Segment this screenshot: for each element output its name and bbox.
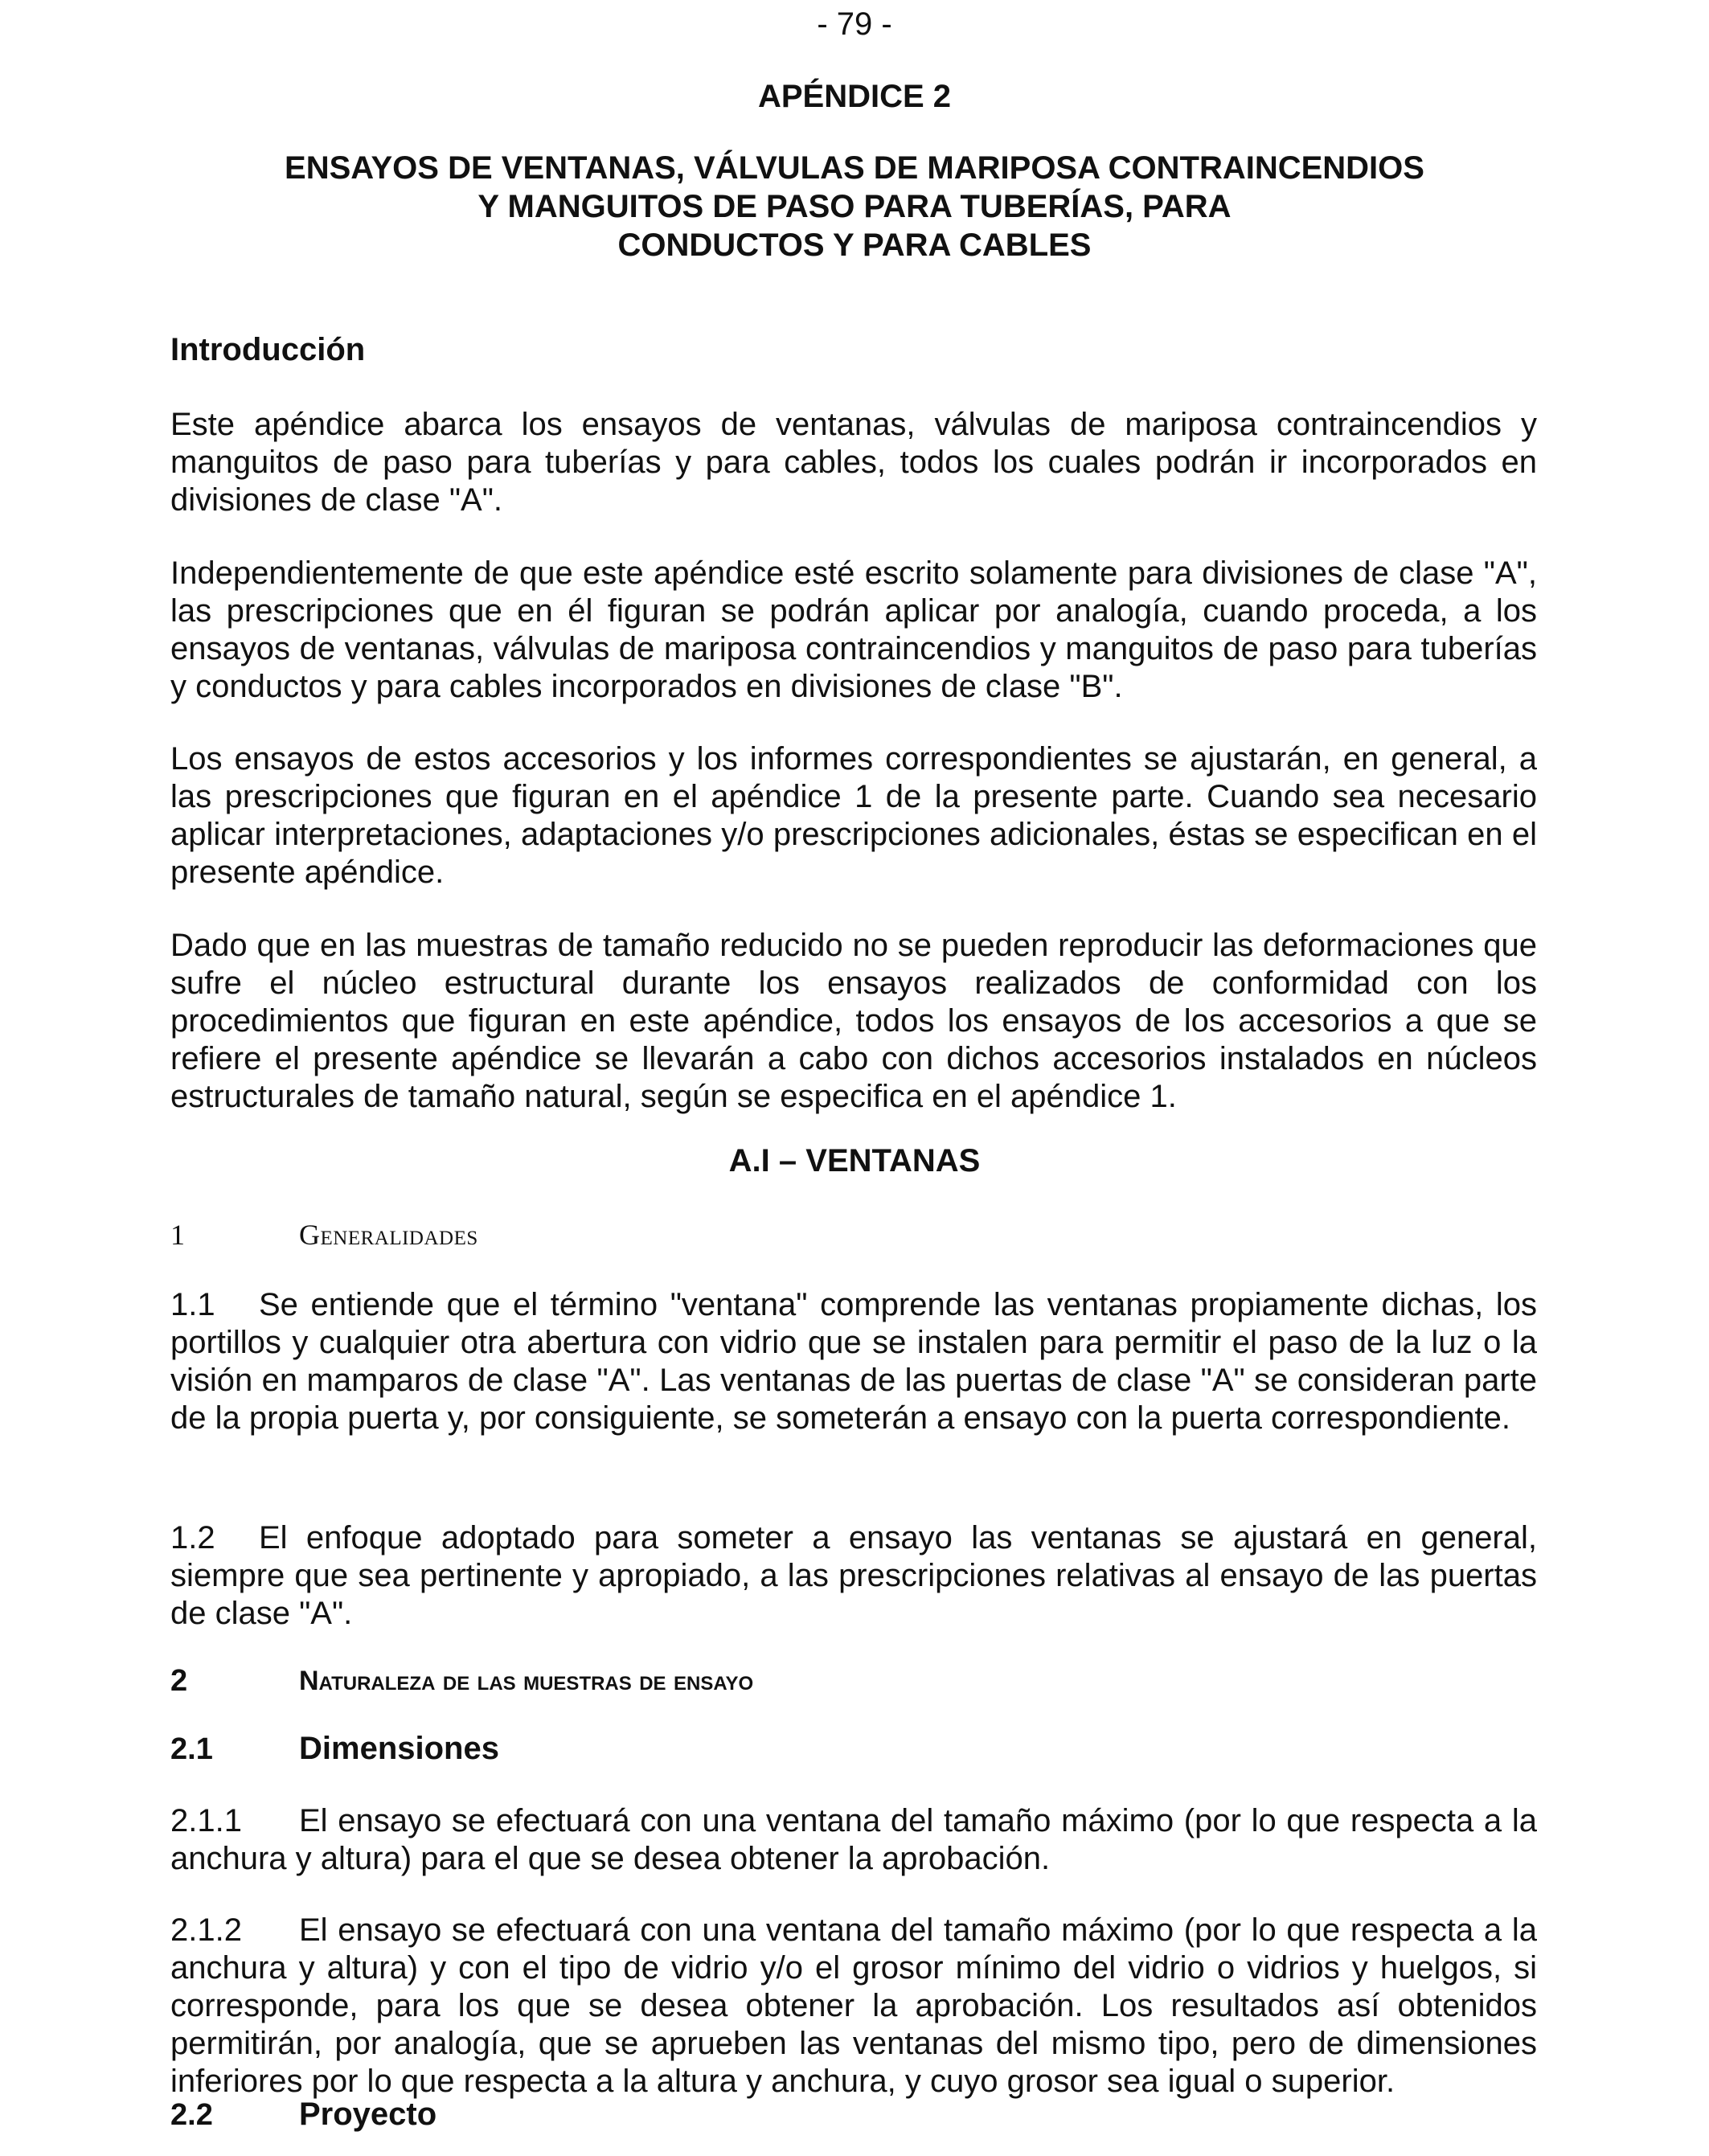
subsection-heading: Proyecto (299, 2097, 437, 2132)
section-title: A.I – VENTANAS (728, 1143, 981, 1178)
intro-paragraph: Independientemente de que este apéndice esté escrito solamente para divisiones de clase "A", las prescripciones que en él figuran se podrán aplicar por analogía, cuando proceda, a los ensayos de ventanas, válvulas de mariposa contraincendios y manguitos de paso para tuberías y conductos y para cables incorporados en divisiones de clase "B". (170, 555, 1537, 704)
paragraph-text: Se entiende que el término "ventana" comprende las ventanas propiamente dichas, los portillos y cualquier otra abertura con vidrio que se instalen para permitir el paso de la luz o la visión en mamparos de clase "A". Las ventanas de las puertas de clase "A" se consideran parte de la propia puerta y, por consiguiente, se someterán a ensayo con la puerta correspondiente. (170, 1287, 1537, 1436)
subsection-number: 2.1 (170, 1732, 213, 1766)
intro-heading: Introducción (170, 332, 366, 367)
numbered-paragraph (170, 1912, 1537, 2101)
section-heading: Naturaleza de las muestras de ensayo (299, 1666, 754, 1696)
subsection-number: 2.2 (170, 2098, 213, 2132)
main-title (0, 149, 1709, 264)
paragraph-text: El ensayo se efectuará con una ventana del tamaño máximo (por lo que respecta a la anchura y altura) y con el tipo de vidrio y/o el grosor mínimo del vidrio o vidrios y huelgos, si corresponde, para los que se desea obtener la aprobación. Los resultados así obtenidos permitirán, por analogía, que se aprueben las ventanas del mismo tipo, pero de dimensiones inferiores por lo que respecta a la altura y anchura, y cuyo grosor sea igual o superior. (170, 1912, 1537, 2099)
numbered-paragraph (170, 1286, 1537, 1437)
intro-paragraph: Los ensayos de estos accesorios y los informes correspondientes se ajustarán, en general, a las prescripciones que figuran en el apéndice 1 de la presente parte. Cuando sea necesario aplicar interpretaciones, adaptaciones y/o prescripciones adicionales, éstas se especifican en el presente apéndice. (170, 741, 1537, 890)
numbered-paragraph (170, 1802, 1537, 1878)
intro-paragraph: Este apéndice abarca los ensayos de ventanas, válvulas de mariposa contraincendios y manguitos de paso para tuberías y para cables, todos los cuales podrán ir incorporados en divisiones de clase "A". (170, 407, 1537, 518)
main-title-line: CONDUCTOS Y PARA CABLES (617, 227, 1092, 263)
intro-paragraph: Dado que en las muestras de tamaño reducido no se pueden reproducir las deformaciones que sufre el núcleo estructural durante los ensayos realizados de conformidad con los procedimientos que figuran en este apéndice, todos los ensayos de los accesorios a que se refiere el presente apéndice se llevarán a cabo con dichos accesorios instalados en núcleos estructurales de tamaño natural, según se especifica en el apéndice 1. (170, 928, 1537, 1114)
section-number: 2 (170, 1664, 188, 1698)
section-heading: Generalidades (299, 1219, 478, 1251)
main-title-line: ENSAYOS DE VENTANAS, VÁLVULAS DE MARIPOSA CONTRAINCENDIOS (285, 150, 1424, 186)
subsection-heading: Dimensiones (299, 1731, 499, 1766)
numbered-paragraph (170, 1519, 1537, 1633)
paragraph-number: 2.1.2 (170, 1912, 242, 1948)
main-title-line: Y MANGUITOS DE PASO PARA TUBERÍAS, PARA (477, 189, 1232, 224)
paragraph-text: El enfoque adoptado para someter a ensayo las ventanas se ajustará en general, siempre que sea pertinente y apropiado, a las prescripciones relativas al ensayo de las puertas de clase "A". (170, 1520, 1537, 1631)
appendix-title: APÉNDICE 2 (757, 79, 952, 114)
paragraph-text: El ensayo se efectuará con una ventana del tamaño máximo (por lo que respecta a la anchura y altura) para el que se desea obtener la aprobación. (170, 1803, 1537, 1876)
paragraph-number: 2.1.1 (170, 1803, 242, 1838)
paragraph-number: 1.1 (170, 1287, 215, 1322)
page-number: - 79 - (817, 6, 892, 42)
section-number: 1 (170, 1219, 185, 1251)
paragraph-number: 1.2 (170, 1520, 215, 1556)
